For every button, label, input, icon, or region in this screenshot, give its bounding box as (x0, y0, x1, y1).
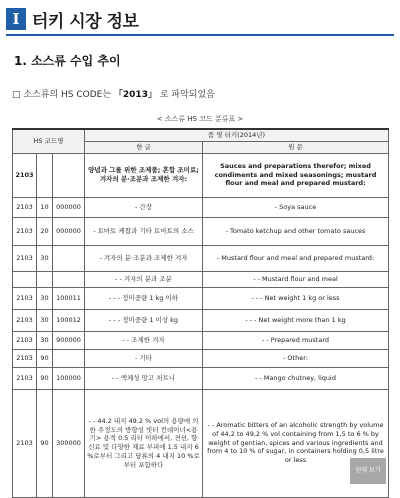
hs-subcode-cell: 30 (37, 331, 53, 349)
page-header (6, 6, 394, 32)
korean-description-cell: - - 44.2 내지 49.2 % vol의 용량에 의한 주정도의 방향성 빗터 컨데이너<용기> 용적 0.5 리터 이하에서, 젼션, 향신료 및 다양한 재료 부피에 1.5 내지 6 %로부터 그리고 담류의 4 내지 10 %로부터 포함하다 (85, 389, 203, 497)
hs-subcode-cell: 20 (37, 217, 53, 245)
hs-subcode-cell: 90 (37, 367, 53, 389)
hs-code-cell (13, 271, 37, 287)
table-row (13, 153, 389, 197)
korean-description-cell: - 토마토 케찹과 기타 토마토의 소스 (85, 217, 203, 245)
hs-detail-cell: 100000 (53, 367, 85, 389)
view-original-button[interactable]: 원래 보기 (350, 458, 386, 484)
korean-description-cell: 양념과 그를 위한 조제품; 혼합 조미료; 겨자의 분·조분과 조제한 겨자: (85, 153, 203, 197)
original-description-cell: Sauces and preparations therefor; mixed condiments and mixed seasonings; mustard flour and meal and prepared mustard: (203, 153, 389, 197)
hs-detail-cell (53, 245, 85, 271)
hs-detail-cell: 100012 (53, 309, 85, 331)
section-heading: 1. 소스류 수입 추이 (14, 54, 121, 68)
korean-description-cell: - - 조제한 겨자 (85, 331, 203, 349)
hs-subcode-cell: 90 (37, 389, 53, 497)
table-row (13, 217, 389, 245)
hs-detail-cell: 100011 (53, 287, 85, 309)
hs-code-cell: 2103 (13, 245, 37, 271)
hs-code-cell: 2103 (13, 389, 37, 497)
table-row (13, 331, 389, 349)
note-suffix: 로 파악되었음 (159, 90, 215, 100)
original-description-cell: - Other: (203, 349, 389, 367)
hs-subcode-cell (37, 271, 53, 287)
hs-detail-cell: 900000 (53, 331, 85, 349)
table-row (13, 287, 389, 309)
korean-description-cell: - 겨자의 분·조분과 조제한 겨자 (85, 245, 203, 271)
hs-subcode-cell: 30 (37, 309, 53, 331)
product-name-header: 품 명 터키(2014년) (85, 129, 389, 141)
korean-description-cell: - - - 정미중량 1 kg 이하 (85, 287, 203, 309)
korean-description-cell: - - - 정미중량 1 이상 kg (85, 309, 203, 331)
hs-subcode-cell: 30 (37, 287, 53, 309)
hs-detail-cell: 000000 (53, 217, 85, 245)
hs-code-note (12, 87, 215, 100)
hs-detail-cell (53, 271, 85, 287)
hs-subcode-cell: 10 (37, 197, 53, 217)
title-underline (6, 34, 394, 36)
table-row (13, 349, 389, 367)
original-description-cell: - - Prepared mustard (203, 331, 389, 349)
page-title: 터키 시장 정보 (32, 12, 139, 32)
hs-subcode-cell: 30 (37, 245, 53, 271)
hs-detail-cell (53, 349, 85, 367)
hs-code-cell: 2103 (13, 331, 37, 349)
korean-description-cell: - 간장 (85, 197, 203, 217)
hs-code-header: HS 코드명 (13, 129, 85, 153)
original-description-cell: - - Mustard flour and meal (203, 271, 389, 287)
original-description-cell: - - Mango chutney, liquid (203, 367, 389, 389)
note-prefix: □ 소스류의 HS CODE는 (12, 90, 112, 100)
chapter-number-badge: I (6, 8, 26, 30)
korean-description-cell: - - 액체성 망고 처트니 (85, 367, 203, 389)
hs-detail-cell: 000000 (53, 197, 85, 217)
hs-code-table (12, 128, 389, 498)
original-description-cell: - - - Net weight 1 kg or less (203, 287, 389, 309)
table-row (13, 367, 389, 389)
original-description-cell: - Mustard flour and meal and prepared mustard: (203, 245, 389, 271)
note-highlight: 「2013」 (113, 90, 157, 100)
original-description-cell: - - Aromatic bitters of an alcoholic strength by volume of 44,2 to 49,2 % vol containing from 1,5 to 6 % by weight of gentian, spices and various ingredients and from 4 to 10 % of sugar, in containers holding 0,5 litre or less (203, 389, 389, 497)
hs-detail-cell (53, 153, 85, 197)
table-row (13, 197, 389, 217)
original-description-cell: - Tomato ketchup and other tomato sauces (203, 217, 389, 245)
korean-description-cell: - - 겨자의 분과 조분 (85, 271, 203, 287)
hs-code-cell: 2103 (13, 349, 37, 367)
korean-column-header: 한 글 (85, 141, 203, 153)
hs-code-cell: 2103 (13, 197, 37, 217)
original-column-header: 원 문 (203, 141, 389, 153)
hs-code-cell: 2103 (13, 287, 37, 309)
hs-code-cell: 2103 (13, 367, 37, 389)
table-caption: < 소스류 HS 코드 분류표 > (156, 115, 244, 123)
table-row (13, 245, 389, 271)
korean-description-cell: - 기타 (85, 349, 203, 367)
hs-code-cell: 2103 (13, 309, 37, 331)
original-description-cell: - Soya sauce (203, 197, 389, 217)
hs-subcode-cell: 90 (37, 349, 53, 367)
table-row (13, 389, 389, 497)
table-row (13, 309, 389, 331)
hs-subcode-cell (37, 153, 53, 197)
table-row (13, 271, 389, 287)
original-description-cell: - - - Net weight more than 1 kg (203, 309, 389, 331)
hs-code-cell: 2103 (13, 153, 37, 197)
hs-code-cell: 2103 (13, 217, 37, 245)
hs-detail-cell: 300000 (53, 389, 85, 497)
